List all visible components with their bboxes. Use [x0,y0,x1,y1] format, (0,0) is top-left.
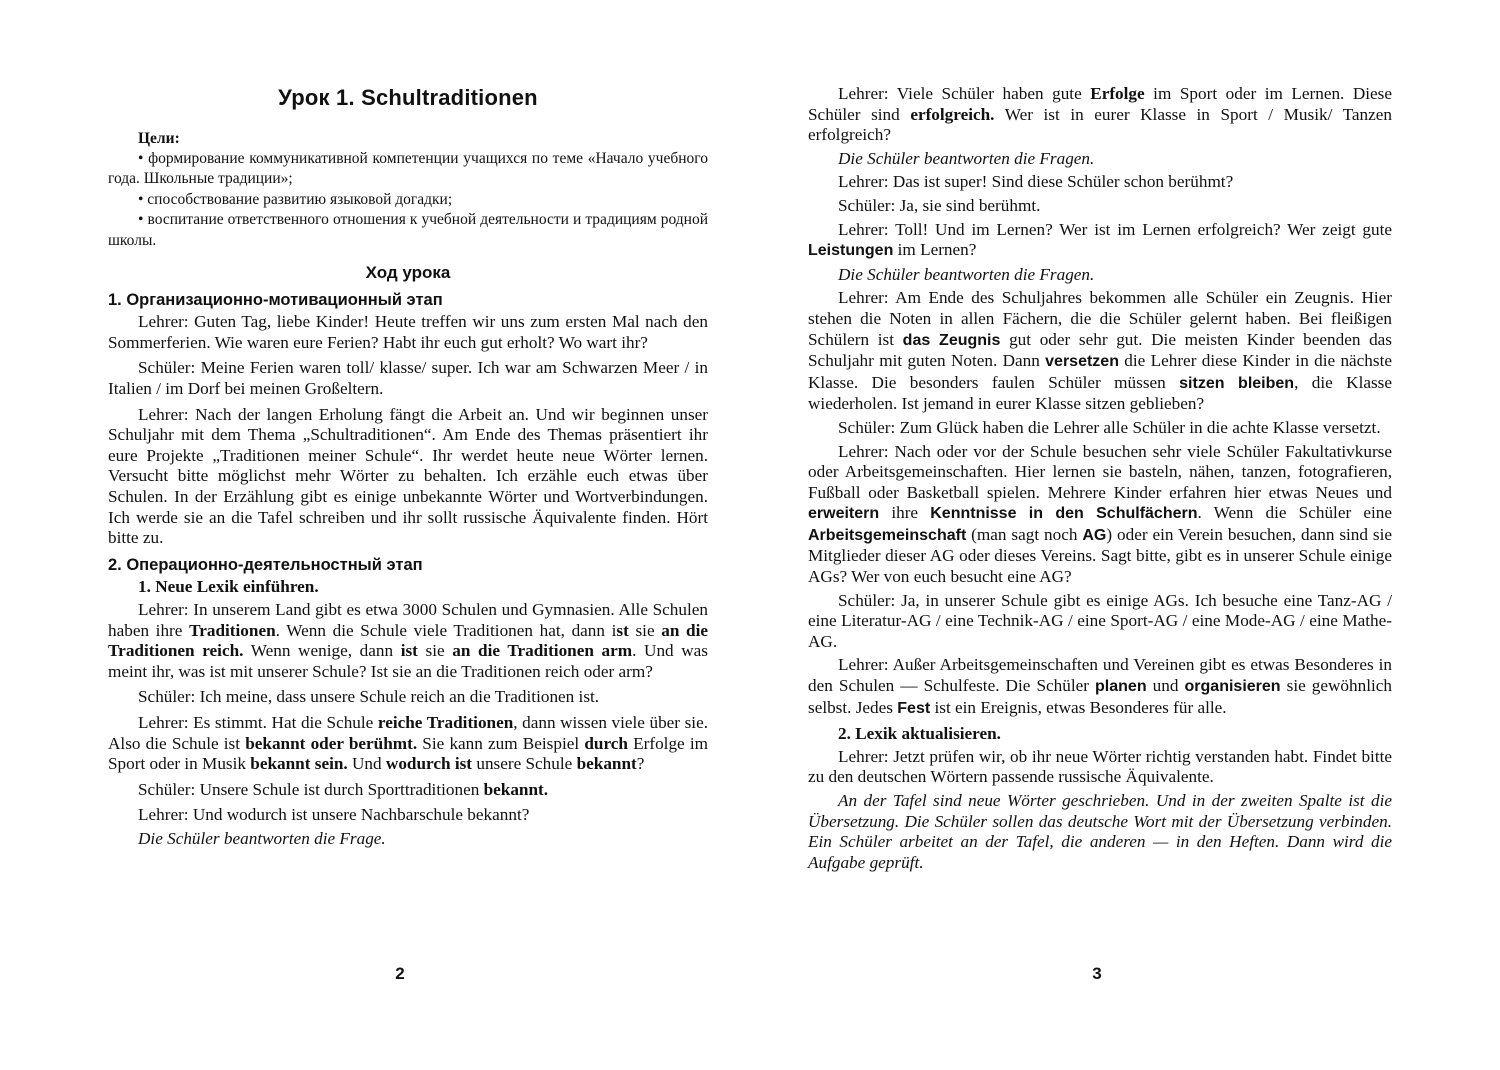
paragraph: Lehrer: Toll! Und im Lernen? Wer ist im Lernen erfolgreich? Wer zeigt gute Leistungen im Lernen? [808,219,1392,260]
paragraph: Lehrer: Außer Arbeitsgemeinschaften und Vereinen gibt es etwas Besonderes in den Schulen — Schulfeste. Die Schüler planen und organisieren sie gewöhnlich selbst. Jedes Fest ist ein Ereignis, etwas Besonderes für alle. [808,655,1392,717]
paragraph: Lehrer: Das ist super! Sind diese Schüler schon berühmt? [838,172,1234,192]
paragraph: Schüler: Meine Ferien waren toll/ klasse/ super. Ich war am Schwarzen Meer / in Italien / im Dorf bei meinen Großeltern. [108,358,708,399]
stage-direction: Die Schüler beantworten die Fragen. [838,264,1095,284]
paragraph: Schüler: Ich meine, dass unsere Schule reich an die Traditionen ist. [138,687,600,707]
paragraph: Lehrer: Guten Tag, liebe Kinder! Heute treffen wir uns zum ersten Mal nach den Sommerferien. Wie waren eure Ferien? Habt ihr euch gut erholt? Wo wart ihr? [108,312,708,352]
paragraph: Lehrer: Es stimmt. Hat die Schule reiche Traditionen, dann wissen viele über sie. Also die Schule ist bekannt oder berühmt. Sie kann zum Beispiel durch Erfolge im Sport oder in Musik bekannt sein. Und wodurch ist unsere Schule bekannt? [108,712,709,774]
stage1-heading: 1. Организационно-мотивационный этап [108,290,443,309]
paragraph: Lehrer: Und wodurch ist unsere Nachbarschule bekannt? [138,805,530,825]
subheading-neue-lexik: 1. Neue Lexik einführen. [138,577,319,597]
subheading-lexik-aktualisieren: 2. Lexik aktualisieren. [838,724,1001,744]
paragraph: Schüler: Zum Glück haben die Lehrer alle Schüler in die achte Klasse versetzt. [838,417,1381,437]
paragraph: Schüler: Ja, sie sind berühmt. [838,195,1041,215]
stage2-heading: 2. Операционно-деятельностный этап [108,555,423,574]
goal-item: • воспитание ответственного отношения к учебной деятельности и традициям родной школы. [108,211,708,249]
stage-direction: Die Schüler beantworten die Frage. [138,828,386,848]
stage-direction: An der Tafel sind neue Wörter geschrieben. Und in der zweiten Spalte ist die Übersetzung. Die Schüler sollen das deutsche Wort mit der Übersetzung verbinden. Ein Schüler arbeitet an der Tafel, die anderen — in den Heften. Dann wird die Aufgabe geprüft. [808,791,1392,872]
goal-item: • формирование коммуникативной компетенции учащихся по теме «Начало учебного года. Школьные традиции»; [108,149,708,188]
right-page [808,84,1392,878]
paragraph: Schüler: Unsere Schule ist durch Sporttraditionen bekannt. [138,779,549,799]
left-page [108,84,708,855]
page-number-right: 3 [1092,964,1102,983]
paragraph: Schüler: Ja, in unserer Schule gibt es einige AGs. Ich besuche eine Tanz-AG / eine Literatur-AG / eine Technik-AG / eine Sport-AG / eine Mode-AG / eine Mathe-AG. [808,590,1392,651]
course-heading: Ход урока [365,263,451,283]
lesson-title: Урок 1. Schultraditionen [278,85,538,110]
stage-direction: Die Schüler beantworten die Fragen. [838,148,1095,168]
paragraph: Lehrer: Viele Schüler haben gute Erfolge im Sport oder im Lernen. Diese Schüler sind erfolgreich. Wer ist in eurer Klasse in Sport / Musik/ Tanzen erfolgreich? [808,84,1392,145]
paragraph: Lehrer: Nach der langen Erholung fängt die Arbeit an. Und wir beginnen unser Schuljahr mit dem Thema „Schultraditionen“. Am Ende des Themas präsentiert ihr eure Projekte „Traditionen meiner Schule“. Ihr werdet heute neue Wörter lernen. Versucht bitte möglichst mehr Wörter zu behalten. Ich erzähle euch etwas über Schulen. In der Erzählung gibt es einige unbekannte Wörter und Wortverbindungen. Ich werde sie an die Tafel schreiben und ihr sollt russische Äquivalente finden. Hört bitte zu. [108,404,708,548]
paragraph: Lehrer: Jetzt prüfen wir, ob ihr neue Wörter richtig verstanden habt. Findet bitte zu den deutschen Wörtern passende russische Äquivalente. [808,746,1392,787]
paragraph: Lehrer: In unserem Land gibt es etwa 3000 Schulen und Gymnasien. Alle Schulen haben ihre Traditionen. Wenn die Schule viele Traditionen hat, dann ist sie an die Traditionen reich. Wenn wenige, dann ist sie an die Traditionen arm. Und was meint ihr, was ist mit unserer Schule? Ist sie an die Traditionen reich oder arm? [108,600,708,681]
paragraph: Lehrer: Am Ende des Schuljahres bekommen alle Schüler ein Zeugnis. Hier stehen die Noten in allen Fächern, die die Schüler gelernt haben. Bei fleißigen Schülern ist das Zeugnis gut oder sehr gut. Die meisten Kinder beenden das Schuljahr mit guten Noten. Dann versetzen die Lehrer diese Kinder in die nächste Klasse. Die besonders faulen Schüler müssen sitzen bleiben, die Klasse wiederholen. Ist jemand in eurer Klasse sitzen geblieben? [808,288,1392,414]
goals-section [108,129,708,252]
paragraph: Lehrer: Nach oder vor der Schule besuchen sehr viele Schüler Fakultativkurse oder Arbeitsgemeinschaften. Hier lernen sie basteln, nähen, tanzen, fotografieren, Fußball oder Basketball spielen. Mehrere Kinder erfahren hier etwas Neues und erweitern ihre Kenntnisse in den Schulfächern. Wenn die Schüler eine Arbeitsgemeinschaft (man sagt noch AG) oder ein Verein besuchen, dann sind sie Mitglieder dieser AG oder dieses Vereins. Sagt bitte, gibt es in unserer Schule einige AGs? Wer von euch besucht eine AG? [808,441,1392,587]
goal-item: • способствование развитию языковой догадки; [138,190,453,208]
goals-title: Цели: [138,129,180,147]
page-number-left: 2 [395,964,405,983]
